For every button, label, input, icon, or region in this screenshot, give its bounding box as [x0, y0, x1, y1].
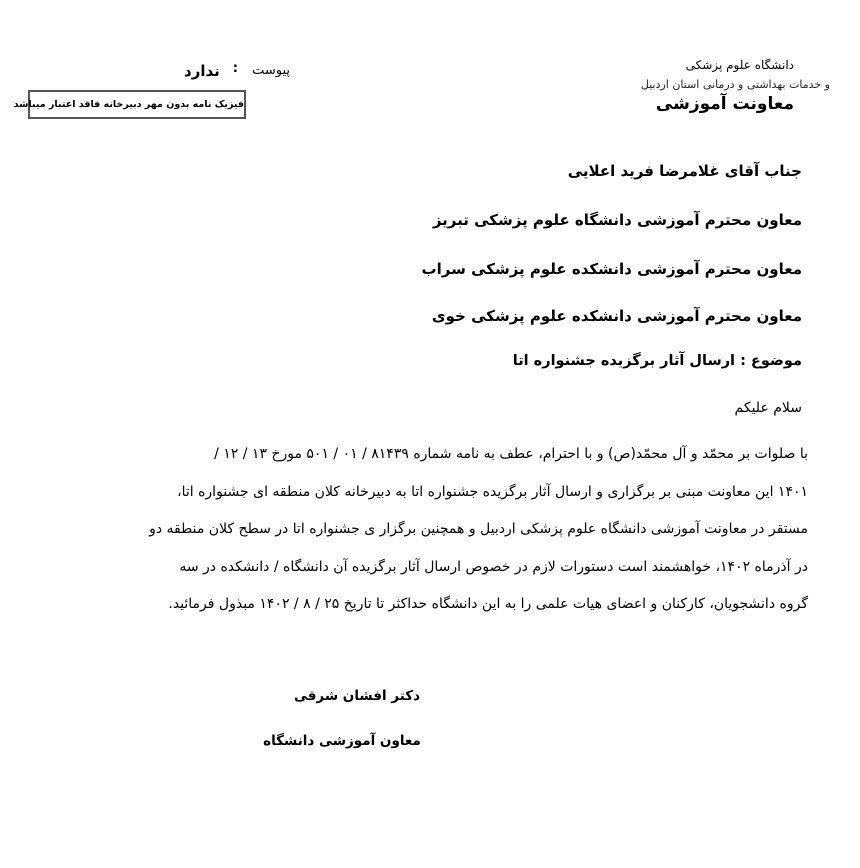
recipient-line: معاون محترم آموزشی دانشکده علوم پزشکی خوی: [431, 307, 802, 325]
university-name: دانشگاه علوم پزشکی: [685, 58, 794, 72]
greeting: سلام علیکم: [734, 400, 802, 416]
signatory-title: معاون آموزشی دانشگاه: [263, 733, 421, 749]
recipient-line: معاون محترم آموزشی دانشگاه علوم پزشکی تبریز: [432, 211, 802, 229]
body-line: با صلوات بر محمّد و آل محمّد(ص) و با احترام، عطف به نامه شماره ۸۱۴۳۹ / ۰۱ / ۵۰۱ مورخ ۱۳ / ۱۲ /: [214, 446, 808, 462]
body-line: ۱۴۰۱ این معاونت مبنی بر برگزاری و ارسال آثار برگزیده جشنواره اتا به دبیرخانه کلان منطقه ای جشنواره اتا،: [177, 483, 808, 500]
recipient-line: معاون محترم آموزشی دانشکده علوم پزشکی سراب: [421, 260, 802, 278]
attachment-value: ندارد: [184, 62, 220, 80]
university-services: و خدمات بهداشتی و درمانی استان اردبیل: [640, 78, 830, 91]
attachment-colon: :: [232, 61, 238, 76]
department-title: معاونت آموزشی: [655, 94, 794, 114]
attachment-row: [180, 61, 290, 83]
body-line: گروه دانشجویان، کارکنان و اعضای هیات علمی را به این دانشگاه حداکثر تا تاریخ ۲۵ / ۸ / ۱۴۰۲ مبذول فرمائید.: [168, 596, 808, 612]
subject-line: موضوع : ارسال آثار برگزیده جشنواره اتا: [512, 353, 802, 369]
body-line: در آذرماه ۱۴۰۲، خواهشمند است دستورات لازم در خصوص ارسال آثار برگزیده آن دانشگاه / دانشکده در سه: [179, 558, 808, 575]
recipient-line: جناب آقای غلامرضا فرید اعلایی: [567, 162, 802, 180]
attachment-label: پیوست: [252, 63, 290, 78]
body-line: مستقر در معاونت آموزشی دانشگاه علوم پزشکی اردبیل و همچنین برگزار ی جشنواره اتا در سطح کلان منطقه دو: [149, 521, 808, 537]
stamp-validity-note: فیزیک نامه بدون مهر دبیرخانه فاقد اعتبار میباشد: [28, 90, 246, 119]
signatory-name: دکتر افشان شرقی: [293, 688, 420, 704]
letter-body: [96, 436, 808, 624]
